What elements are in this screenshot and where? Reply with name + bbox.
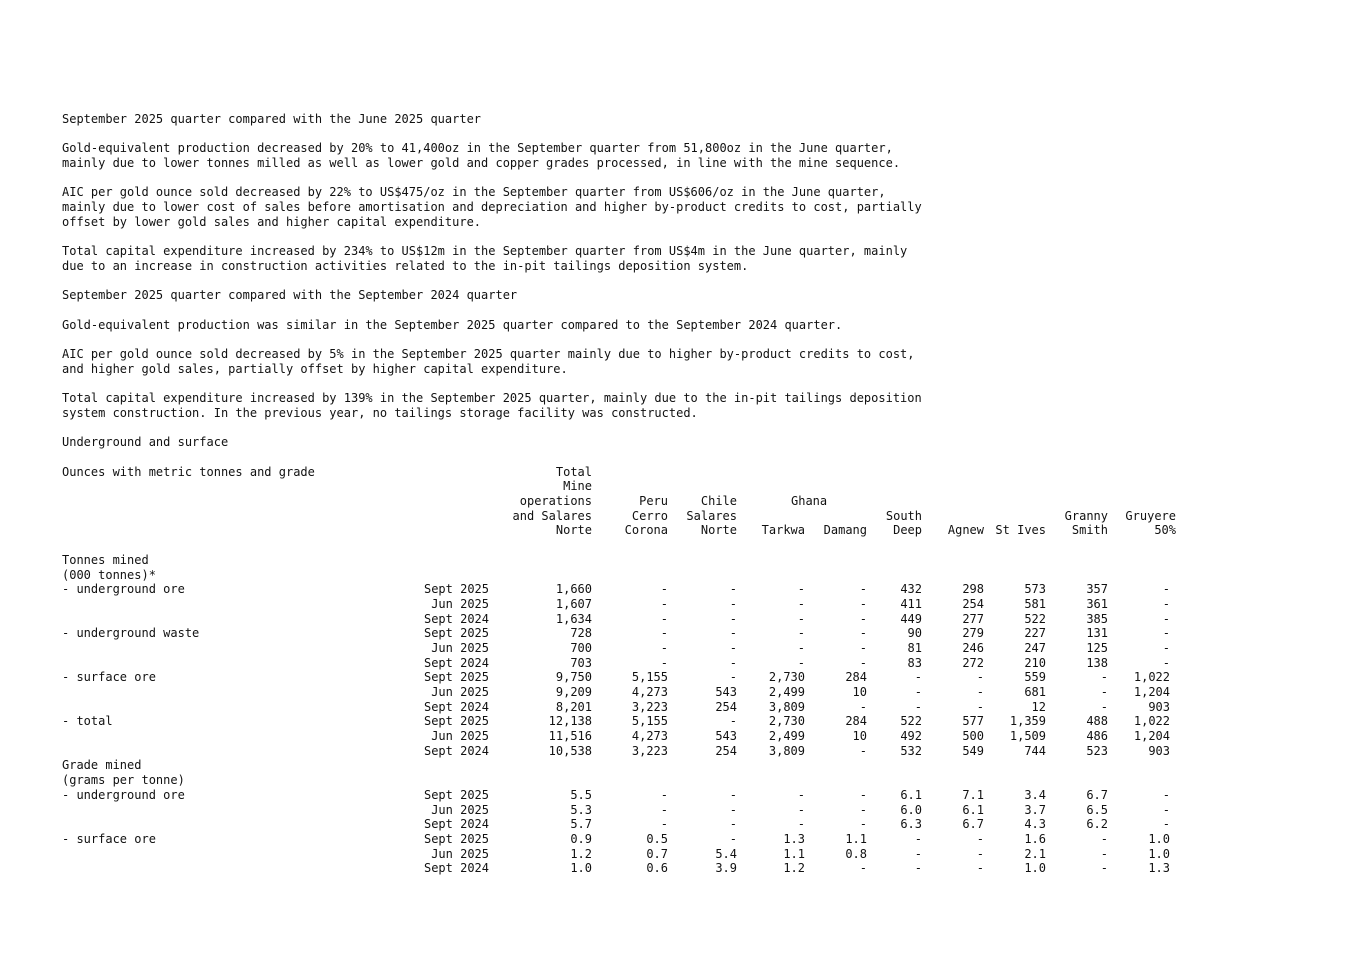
table-cell: -	[1162, 787, 1170, 802]
row-label: (000 tonnes)*	[62, 567, 156, 582]
row-label: Grade mined	[62, 758, 142, 773]
table-cell: 385	[1086, 611, 1108, 626]
table-row	[62, 582, 1302, 597]
table-cell: 1.2	[783, 861, 805, 876]
table-cell: 1,022	[1133, 714, 1170, 729]
table-row	[62, 568, 1302, 583]
table-cell: -	[859, 699, 867, 714]
table-row	[62, 641, 1302, 656]
table-cell: 6.5	[1086, 802, 1108, 817]
table-cell: 1.0	[1148, 846, 1170, 861]
row-period: Sept 2025	[423, 831, 489, 846]
row-period: Sept 2024	[423, 817, 489, 832]
table-row	[62, 758, 1302, 773]
header-chile: Chile	[700, 494, 737, 509]
table-row	[62, 553, 1302, 568]
paragraph-line: mainly due to lower cost of sales before amortisation and depreciation and higher by-product credits to cost, partially	[62, 200, 922, 215]
table-cell: -	[660, 611, 668, 626]
table-cell: -	[1100, 670, 1108, 685]
table-cell: -	[729, 787, 737, 802]
table-cell: -	[859, 802, 867, 817]
table-row	[62, 861, 1302, 876]
table-cell: 3,809	[768, 699, 805, 714]
table-cell: -	[1162, 640, 1170, 655]
table-cell: -	[660, 582, 668, 597]
table-cell: 543	[715, 729, 737, 744]
header-total: Mine	[563, 479, 592, 494]
table-cell: 11,516	[548, 729, 592, 744]
header-peru: Corona	[624, 523, 668, 538]
row-label: - underground ore	[62, 582, 185, 597]
table-cell: -	[914, 861, 922, 876]
table-row	[62, 847, 1302, 862]
table-cell: -	[729, 640, 737, 655]
header-damang: Damang	[823, 523, 867, 538]
table-cell: -	[1162, 596, 1170, 611]
row-label: - surface ore	[62, 831, 156, 846]
table-cell: -	[859, 582, 867, 597]
paragraph-line: September 2025 quarter compared with the June 2025 quarter	[62, 112, 482, 126]
table-cell: -	[729, 802, 737, 817]
row-period: Sept 2024	[423, 861, 489, 876]
table-cell: 7.1	[962, 787, 984, 802]
row-period: Sept 2024	[423, 699, 489, 714]
table-cell: 2,730	[768, 714, 805, 729]
table-cell: 492	[900, 729, 922, 744]
table-cell: 254	[715, 743, 737, 758]
table-cell: -	[859, 626, 867, 641]
table-cell: -	[859, 861, 867, 876]
table-cell: 411	[900, 596, 922, 611]
row-period: Sept 2025	[423, 626, 489, 641]
table-cell: -	[729, 831, 737, 846]
table-cell: -	[976, 861, 984, 876]
table-cell: 298	[962, 582, 984, 597]
table-cell: -	[976, 699, 984, 714]
table-row	[62, 700, 1302, 715]
table-cell: 2,499	[768, 685, 805, 700]
header-agnew: Agnew	[947, 523, 984, 538]
table-cell: 272	[962, 655, 984, 670]
table-cell: 522	[1024, 611, 1046, 626]
header-south-deep: Deep	[893, 523, 922, 538]
table-cell: 2,499	[768, 729, 805, 744]
table-cell: -	[729, 582, 737, 597]
row-period: Jun 2025	[431, 802, 489, 817]
table-cell: 0.5	[646, 831, 668, 846]
table-cell: 5.4	[715, 846, 737, 861]
table-cell: -	[1100, 831, 1108, 846]
header-peru: Peru	[639, 494, 668, 509]
table-cell: -	[1162, 611, 1170, 626]
table-cell: 1.3	[783, 831, 805, 846]
table-cell: 0.7	[646, 846, 668, 861]
table-cell: -	[859, 655, 867, 670]
table-cell: 6.1	[900, 787, 922, 802]
table-cell: 5.3	[570, 802, 592, 817]
table-cell: 3.9	[715, 861, 737, 876]
table-cell: 6.0	[900, 802, 922, 817]
header-total: operations	[519, 494, 592, 509]
table-cell: 1.3	[1148, 861, 1170, 876]
table-cell: 1,204	[1133, 685, 1170, 700]
paragraph-line: system construction. In the previous year, no tailings storage facility was constructed.	[62, 405, 698, 420]
table-cell: 246	[962, 640, 984, 655]
table-cell: -	[660, 817, 668, 832]
table-cell: 6.3	[900, 817, 922, 832]
table-cell: -	[729, 626, 737, 641]
paragraph	[62, 185, 1302, 229]
table-cell: 703	[570, 655, 592, 670]
paragraph-line: Gold-equivalent production was similar in the September 2025 quarter compared to the September 2024 quarter.	[62, 317, 843, 332]
header-total: Total	[555, 464, 592, 479]
table-cell: -	[797, 802, 805, 817]
table-row	[62, 788, 1302, 803]
header-ghana: Ghana	[791, 494, 828, 509]
table-cell: -	[729, 817, 737, 832]
paragraph-line: and higher gold sales, partially offset by higher capital expenditure.	[62, 361, 568, 376]
table-header	[62, 465, 1302, 538]
paragraph-line: September 2025 quarter compared with the September 2024 quarter	[62, 288, 518, 303]
table-cell: 10	[852, 729, 867, 744]
table-cell: 9,750	[555, 670, 592, 685]
row-period: Jun 2025	[431, 685, 489, 700]
table-cell: -	[1100, 699, 1108, 714]
table-cell: -	[859, 611, 867, 626]
table-cell: 1.0	[570, 861, 592, 876]
narrative-section	[62, 112, 1302, 450]
table-cell: 6.7	[962, 817, 984, 832]
paragraph	[62, 391, 1302, 420]
table-cell: 1.6	[1024, 831, 1046, 846]
row-label: (grams per tonne)	[62, 773, 185, 788]
table-cell: 210	[1024, 655, 1046, 670]
table-cell: 90	[907, 626, 922, 641]
table-cell: 284	[845, 670, 867, 685]
table-cell: 4.3	[1024, 817, 1046, 832]
row-label: Tonnes mined	[62, 552, 149, 567]
row-period: Sept 2024	[423, 743, 489, 758]
table-cell: -	[660, 655, 668, 670]
table-cell: 581	[1024, 596, 1046, 611]
table-caption: Ounces with metric tonnes and grade	[62, 464, 315, 479]
table-cell: 3,223	[631, 699, 668, 714]
table-cell: -	[797, 640, 805, 655]
table-cell: 1,634	[555, 611, 592, 626]
table-cell: 573	[1024, 582, 1046, 597]
document-page	[62, 112, 1302, 876]
table-cell: 10,538	[548, 743, 592, 758]
table-cell: 532	[900, 743, 922, 758]
table-cell: 5,155	[631, 670, 668, 685]
header-tarkwa: Tarkwa	[761, 523, 805, 538]
paragraph-line: mainly due to lower tonnes milled as well as lower gold and copper grades processed, in line with the mine sequence.	[62, 156, 901, 171]
table-cell: 549	[962, 743, 984, 758]
table-cell: 543	[715, 685, 737, 700]
header-line	[62, 509, 1302, 524]
table-cell: 6.7	[1086, 787, 1108, 802]
table-cell: 488	[1086, 714, 1108, 729]
table-body	[62, 553, 1302, 876]
row-period: Sept 2025	[423, 670, 489, 685]
table-cell: 2.1	[1024, 846, 1046, 861]
paragraph-line: offset by lower gold sales and higher capital expenditure.	[62, 214, 482, 229]
row-period: Sept 2025	[423, 582, 489, 597]
table-cell: -	[859, 817, 867, 832]
table-cell: -	[660, 787, 668, 802]
row-label: - total	[62, 714, 113, 729]
table-cell: 6.2	[1086, 817, 1108, 832]
table-cell: 6.1	[962, 802, 984, 817]
paragraph	[62, 288, 1302, 303]
header-line	[62, 494, 1302, 509]
table-cell: -	[797, 596, 805, 611]
table-cell: 500	[962, 729, 984, 744]
header-south-deep: South	[885, 508, 922, 523]
table-row	[62, 612, 1302, 627]
paragraph	[62, 112, 1302, 127]
paragraph-line: AIC per gold ounce sold decreased by 22% to US$475/oz in the September quarter from US$606/oz in the June quarter,	[62, 185, 886, 200]
table-cell: 1,509	[1009, 729, 1046, 744]
table-cell: 9,209	[555, 685, 592, 700]
table-cell: 125	[1086, 640, 1108, 655]
table-cell: 131	[1086, 626, 1108, 641]
table-cell: -	[797, 582, 805, 597]
paragraph	[62, 435, 1302, 450]
table-cell: 744	[1024, 743, 1046, 758]
row-period: Jun 2025	[431, 640, 489, 655]
paragraph-line: AIC per gold ounce sold decreased by 5% in the September 2025 quarter mainly due to higher by-product credits to cost,	[62, 347, 915, 362]
table-cell: 83	[907, 655, 922, 670]
header-gruyere: 50%	[1154, 523, 1176, 538]
table-cell: 357	[1086, 582, 1108, 597]
table-cell: -	[660, 802, 668, 817]
table-cell: 0.6	[646, 861, 668, 876]
table-cell: -	[976, 685, 984, 700]
table-cell: 8,201	[555, 699, 592, 714]
row-period: Jun 2025	[431, 846, 489, 861]
table-cell: -	[660, 640, 668, 655]
table-cell: 903	[1148, 699, 1170, 714]
table-cell: 1,022	[1133, 670, 1170, 685]
paragraph-line: due to an increase in construction activities related to the in-pit tailings deposition system.	[62, 258, 749, 273]
table-cell: 254	[715, 699, 737, 714]
paragraph	[62, 244, 1302, 273]
paragraph-line: Underground and surface	[62, 435, 229, 450]
table-cell: -	[797, 817, 805, 832]
paragraph	[62, 141, 1302, 170]
table-cell: 277	[962, 611, 984, 626]
table-cell: 728	[570, 626, 592, 641]
table-cell: 449	[900, 611, 922, 626]
table-row	[62, 773, 1302, 788]
table-cell: 432	[900, 582, 922, 597]
table-cell: 903	[1148, 743, 1170, 758]
table-row	[62, 685, 1302, 700]
table-cell: -	[797, 787, 805, 802]
paragraph-line: Total capital expenditure increased by 234% to US$12m in the September quarter from US$4m in the June quarter, mainly	[62, 244, 908, 259]
table-cell: -	[729, 670, 737, 685]
table-row	[62, 832, 1302, 847]
table-cell: 1.0	[1024, 861, 1046, 876]
table-cell: 1,204	[1133, 729, 1170, 744]
table-cell: 5,155	[631, 714, 668, 729]
table-cell: -	[1162, 655, 1170, 670]
table-cell: 3,223	[631, 743, 668, 758]
table-cell: 2,730	[768, 670, 805, 685]
table-cell: 0.9	[570, 831, 592, 846]
table-cell: 1,607	[555, 596, 592, 611]
header-total: Norte	[555, 523, 592, 538]
table-cell: 3,809	[768, 743, 805, 758]
table-cell: 523	[1086, 743, 1108, 758]
paragraph-line: Total capital expenditure increased by 139% in the September 2025 quarter, mainly due to the in-pit tailings deposition	[62, 391, 922, 406]
table-cell: -	[976, 670, 984, 685]
table-cell: -	[976, 831, 984, 846]
header-st-ives: St Ives	[995, 523, 1046, 538]
table-cell: -	[1100, 846, 1108, 861]
table-cell: 0.8	[845, 846, 867, 861]
table-cell: -	[729, 714, 737, 729]
table-cell: 3.4	[1024, 787, 1046, 802]
header-gruyere: Gruyere	[1125, 508, 1176, 523]
table-cell: 81	[907, 640, 922, 655]
table-cell: -	[914, 831, 922, 846]
table-cell: -	[797, 655, 805, 670]
paragraph-line: Gold-equivalent production decreased by 20% to 41,400oz in the September quarter from 51,800oz in the June quarter,	[62, 141, 893, 156]
row-label: - underground waste	[62, 626, 200, 641]
table-cell: 1.0	[1148, 831, 1170, 846]
row-period: Sept 2025	[423, 714, 489, 729]
table-row	[62, 817, 1302, 832]
table-cell: -	[729, 611, 737, 626]
table-cell: -	[1100, 861, 1108, 876]
row-period: Sept 2024	[423, 655, 489, 670]
table-cell: -	[797, 626, 805, 641]
table-cell: 12	[1031, 699, 1046, 714]
table-cell: 227	[1024, 626, 1046, 641]
table-row	[62, 714, 1302, 729]
table-cell: 700	[570, 640, 592, 655]
table-cell: 279	[962, 626, 984, 641]
table-cell: -	[914, 846, 922, 861]
table-cell: 3.7	[1024, 802, 1046, 817]
header-chile: Norte	[700, 523, 737, 538]
table-cell: 254	[962, 596, 984, 611]
header-line	[62, 523, 1302, 538]
table-cell: 681	[1024, 685, 1046, 700]
table-cell: 522	[900, 714, 922, 729]
table-cell: 138	[1086, 655, 1108, 670]
table-cell: -	[859, 787, 867, 802]
table-cell: -	[1162, 802, 1170, 817]
table-row	[62, 744, 1302, 759]
table-cell: 361	[1086, 596, 1108, 611]
table-cell: 559	[1024, 670, 1046, 685]
table-row	[62, 803, 1302, 818]
table-cell: -	[859, 596, 867, 611]
table-cell: -	[1162, 817, 1170, 832]
table-cell: 12,138	[548, 714, 592, 729]
table-cell: -	[914, 670, 922, 685]
table-cell: 5.5	[570, 787, 592, 802]
table-cell: -	[1100, 685, 1108, 700]
table-cell: 1.1	[783, 846, 805, 861]
table-cell: -	[914, 685, 922, 700]
table-cell: 10	[852, 685, 867, 700]
table-cell: 4,273	[631, 729, 668, 744]
table-cell: 247	[1024, 640, 1046, 655]
table-cell: 1.1	[845, 831, 867, 846]
table-cell: 1,359	[1009, 714, 1046, 729]
table-cell: 1.2	[570, 846, 592, 861]
row-period: Jun 2025	[431, 596, 489, 611]
paragraph	[62, 347, 1302, 376]
row-label: - surface ore	[62, 670, 156, 685]
row-period: Jun 2025	[431, 729, 489, 744]
header-granny-smith: Granny	[1064, 508, 1108, 523]
table-cell: -	[729, 596, 737, 611]
header-peru: Cerro	[631, 508, 668, 523]
table-cell: -	[1162, 582, 1170, 597]
table-cell: -	[797, 611, 805, 626]
row-period: Sept 2025	[423, 787, 489, 802]
header-granny-smith: Smith	[1071, 523, 1108, 538]
table-cell: -	[914, 699, 922, 714]
table-row	[62, 597, 1302, 612]
table-cell: -	[859, 743, 867, 758]
table-cell: 4,273	[631, 685, 668, 700]
table-cell: -	[859, 640, 867, 655]
table-cell: 577	[962, 714, 984, 729]
row-label: - underground ore	[62, 787, 185, 802]
production-table	[62, 465, 1302, 876]
table-row	[62, 656, 1302, 671]
header-total: and Salares	[512, 508, 592, 523]
paragraph	[62, 318, 1302, 333]
header-line	[62, 465, 1302, 480]
table-cell: -	[660, 596, 668, 611]
table-cell: -	[729, 655, 737, 670]
table-cell: -	[660, 626, 668, 641]
table-cell: 1,660	[555, 582, 592, 597]
table-cell: 284	[845, 714, 867, 729]
table-row	[62, 670, 1302, 685]
table-row	[62, 729, 1302, 744]
table-row	[62, 626, 1302, 641]
header-chile: Salares	[686, 508, 737, 523]
table-cell: 486	[1086, 729, 1108, 744]
table-cell: 5.7	[570, 817, 592, 832]
row-period: Sept 2024	[423, 611, 489, 626]
header-line	[62, 479, 1302, 494]
table-cell: -	[1162, 626, 1170, 641]
table-cell: -	[976, 846, 984, 861]
